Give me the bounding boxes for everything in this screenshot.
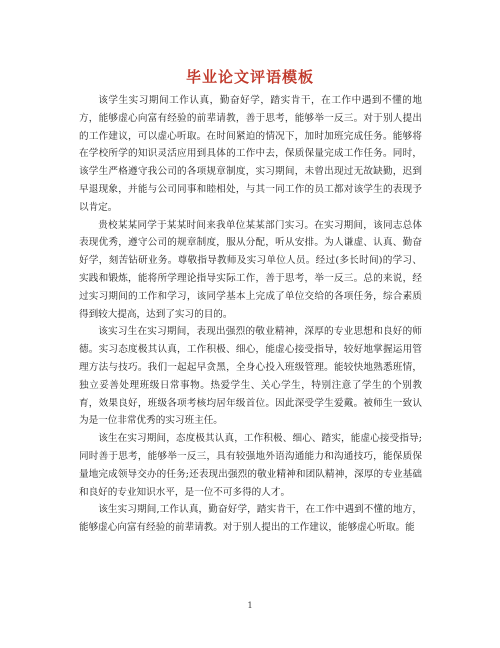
document-title: 毕业论文评语模板 <box>185 68 314 86</box>
paragraph-5: 该生实习期间,工作认真，勤奋好学，踏实肯干，在工作中遇到不懂的地方，能够虚心向富有经验的前辈请教。对于别人提出的工作建议，能够虚心听取。能 <box>79 504 422 534</box>
document-body <box>79 92 422 537</box>
paragraph-3: 该实习生在实习期间，表现出强烈的敬业精神，深厚的专业思想和良好的师德。实习态度极其认真，工作积极、细心，能虚心接受指导，较好地掌握运用管理方法与技巧。我们一起起早贪黑，全身心投入班级管理。能较快地熟悉班情，独立妥善处理班级日常事物。热爱学生、关心学生，特别注意了学生的个别教育，效果良好，班级各项考核均居年级首位。因此深受学生爱戴。被师生一致认为是一位非常优秀的实习班主任。 <box>79 326 422 427</box>
paragraph-1: 该学生实习期间工作认真，勤奋好学，踏实肯干，在工作中遇到不懂的地方，能够虚心向富有经验的前辈请教，善于思考，能够举一反三。对于别人提出的工作建议，可以虚心听取。在时间紧迫的情况下，加时加班完成任务。能够将在学校所学的知识灵活应用到具体的工作中去，保质保量完成工作任务。同时，该学生严格遵守我公司的各项规章制度，实习期间，未曾出现过无故缺勤，迟到早退现象，并能与公司同事和睦相处，与其一同工作的员工都对该学生的表现予以肯定。 <box>79 95 422 213</box>
paragraph-2: 贵校某某同学于某某时间来我单位某某部门实习。在实习期间，该同志总体表现优秀，遵守公司的规章制度，服从分配，听从安排。为人谦虚、认真、勤奋好学，刻苦钻研业务。尊敬指导教师及实习单位人员。经过(多长时间)的学习、实践和锻炼，能将所学理论指导实际工作，善于思考，举一反三。总的来说，经过实习期间的工作和学习，该同学基本上完成了单位交给的各项任务，综合素质得到较大提高，达到了实习的目的。 <box>79 219 422 320</box>
page-number: 1 <box>247 601 253 610</box>
paragraph-4: 该生在实习期间，态度极其认真，工作积极、细心、踏实，能虚心接受指导;同时善于思考，能够举一反三，具有较强地外语沟通能力和沟通技巧，能保质保量地完成领导交办的任务;还表现出强烈的敬业精神和团队精神，深厚的专业基础和良好的专业知识水平，是一位不可多得的人才。 <box>79 433 422 498</box>
